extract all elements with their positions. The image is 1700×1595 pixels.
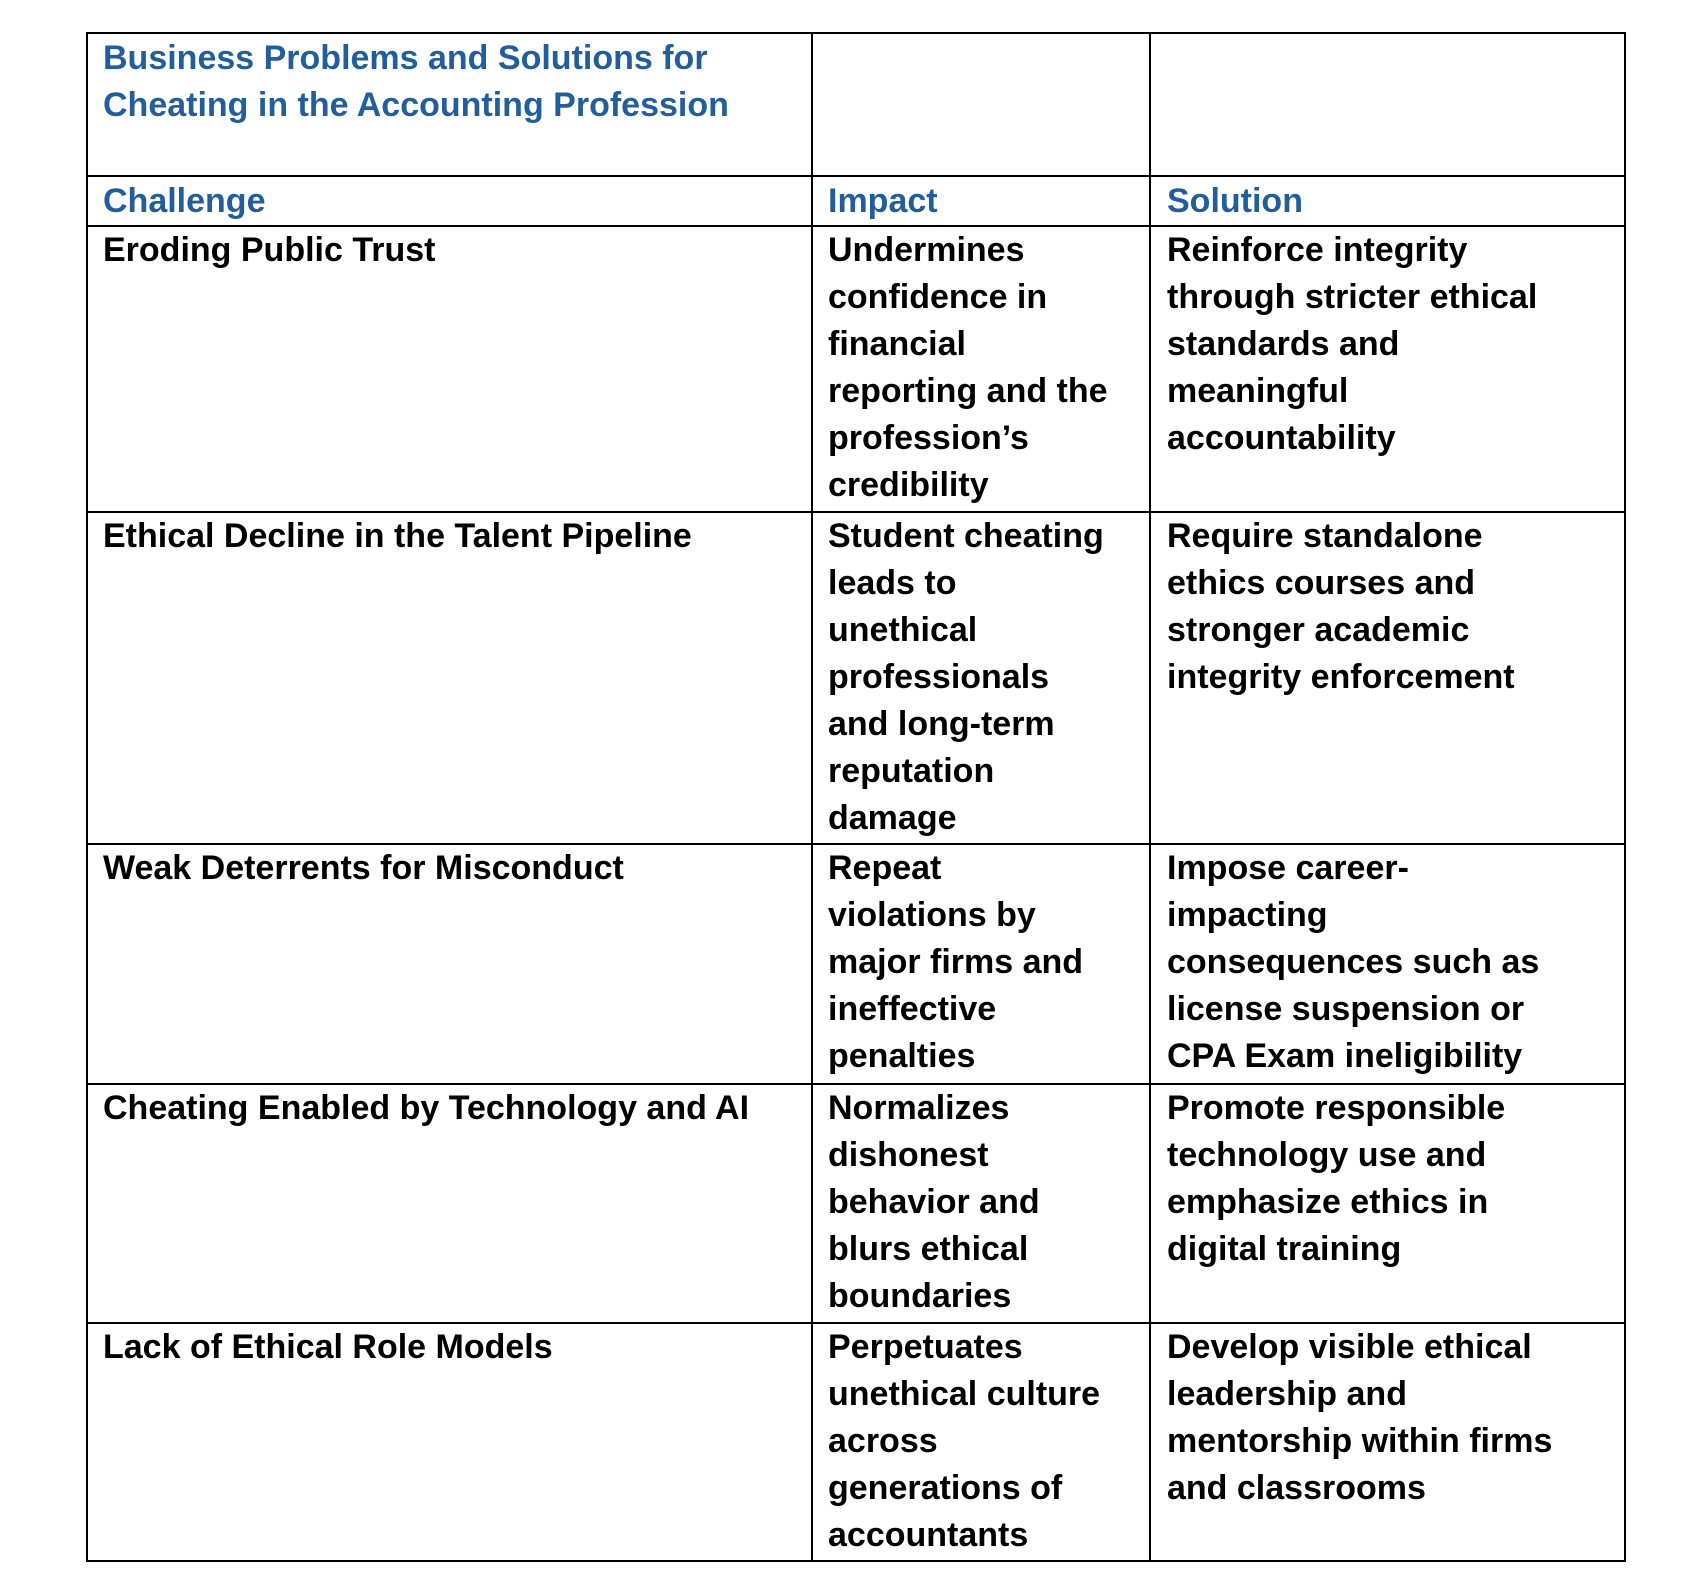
impact-text-line: credibility bbox=[828, 466, 989, 504]
challenge-cell bbox=[103, 845, 624, 892]
table-title bbox=[103, 35, 729, 129]
impact-text-line: professionals bbox=[828, 658, 1050, 696]
solution-text-line: technology use and bbox=[1167, 1136, 1487, 1174]
impact-text-line: across bbox=[828, 1422, 938, 1460]
challenge-cell bbox=[103, 1085, 749, 1132]
challenge-text-line: Ethical Decline in the Talent Pipeline bbox=[103, 517, 692, 555]
impact-text-line: Normalizes bbox=[828, 1089, 1010, 1127]
impact-text-line: profession’s bbox=[828, 419, 1029, 457]
impact-text-line: blurs ethical bbox=[828, 1230, 1029, 1268]
solution-text-line: consequences such as bbox=[1167, 943, 1540, 981]
challenge-cell bbox=[103, 513, 692, 560]
impact-text-line: dishonest bbox=[828, 1136, 989, 1174]
solution-text-line: stronger academic bbox=[1167, 611, 1470, 649]
solution-text-line: integrity enforcement bbox=[1167, 658, 1515, 696]
header-challenge: Challenge bbox=[103, 182, 266, 220]
challenge-text-line: Weak Deterrents for Misconduct bbox=[103, 849, 624, 887]
solution-text-line: Reinforce integrity bbox=[1167, 231, 1468, 269]
impact-text-line: damage bbox=[828, 799, 957, 837]
impact-text-line: violations by bbox=[828, 896, 1036, 934]
solution-text-line: through stricter ethical bbox=[1167, 278, 1538, 316]
solution-cell bbox=[1167, 227, 1537, 462]
impact-cell bbox=[828, 513, 1104, 842]
impact-text-line: and long-term bbox=[828, 705, 1055, 743]
solution-cell bbox=[1167, 513, 1515, 701]
challenge-cell bbox=[103, 227, 435, 274]
solution-cell bbox=[1167, 845, 1539, 1080]
solution-text-line: standards and bbox=[1167, 325, 1400, 363]
impact-text-line: reputation bbox=[828, 752, 995, 790]
header-impact: Impact bbox=[828, 182, 938, 220]
solution-text-line: meaningful bbox=[1167, 372, 1349, 410]
impact-text-line: unethical bbox=[828, 611, 978, 649]
solution-text-line: emphasize ethics in bbox=[1167, 1183, 1489, 1221]
solution-cell bbox=[1167, 1085, 1505, 1273]
solution-text-line: Require standalone bbox=[1167, 517, 1483, 555]
challenge-text-line: Cheating Enabled by Technology and AI bbox=[103, 1089, 750, 1127]
impact-text-line: financial bbox=[828, 325, 966, 363]
column-divider-solution bbox=[1149, 32, 1151, 1562]
challenge-text-line: Lack of Ethical Role Models bbox=[103, 1328, 553, 1366]
solution-text-line: digital training bbox=[1167, 1230, 1402, 1268]
impact-text-line: penalties bbox=[828, 1037, 976, 1075]
row-divider-title bbox=[86, 175, 1626, 177]
impact-text-line: leads to bbox=[828, 564, 957, 602]
solution-text-line: license suspension or bbox=[1167, 990, 1525, 1028]
impact-cell bbox=[828, 227, 1108, 509]
solution-text-line: leadership and bbox=[1167, 1375, 1407, 1413]
impact-text-line: accountants bbox=[828, 1516, 1029, 1554]
header-solution: Solution bbox=[1167, 182, 1303, 220]
impact-text-line: Repeat bbox=[828, 849, 942, 887]
impact-text-line: major firms and bbox=[828, 943, 1084, 981]
solution-text-line: mentorship within firms bbox=[1167, 1422, 1553, 1460]
challenge-cell bbox=[103, 1324, 553, 1371]
impact-text-line: behavior and bbox=[828, 1183, 1040, 1221]
solution-text-line: Promote responsible bbox=[1167, 1089, 1506, 1127]
solution-text-line: impacting bbox=[1167, 896, 1328, 934]
table-title-line: Cheating in the Accounting Profession bbox=[103, 86, 729, 124]
solution-text-line: ethics courses and bbox=[1167, 564, 1476, 602]
impact-text-line: unethical culture bbox=[828, 1375, 1101, 1413]
solution-text-line: Impose career- bbox=[1167, 849, 1409, 887]
solution-text-line: accountability bbox=[1167, 419, 1396, 457]
impact-cell bbox=[828, 1085, 1040, 1320]
impact-text-line: Perpetuates bbox=[828, 1328, 1023, 1366]
impact-text-line: ineffective bbox=[828, 990, 997, 1028]
solution-text-line: Develop visible ethical bbox=[1167, 1328, 1532, 1366]
column-divider-impact bbox=[811, 32, 813, 1562]
impact-cell bbox=[828, 1324, 1100, 1559]
solution-text-line: and classrooms bbox=[1167, 1469, 1426, 1507]
impact-text-line: reporting and the bbox=[828, 372, 1108, 410]
impact-text-line: confidence in bbox=[828, 278, 1048, 316]
impact-text-line: boundaries bbox=[828, 1277, 1012, 1315]
solution-cell bbox=[1167, 1324, 1552, 1512]
impact-cell bbox=[828, 845, 1083, 1080]
impact-text-line: Undermines bbox=[828, 231, 1025, 269]
solution-text-line: CPA Exam ineligibility bbox=[1167, 1037, 1523, 1075]
challenge-text-line: Eroding Public Trust bbox=[103, 231, 436, 269]
table-title-line: Business Problems and Solutions for bbox=[103, 39, 708, 77]
impact-text-line: Student cheating bbox=[828, 517, 1104, 555]
impact-text-line: generations of bbox=[828, 1469, 1063, 1507]
